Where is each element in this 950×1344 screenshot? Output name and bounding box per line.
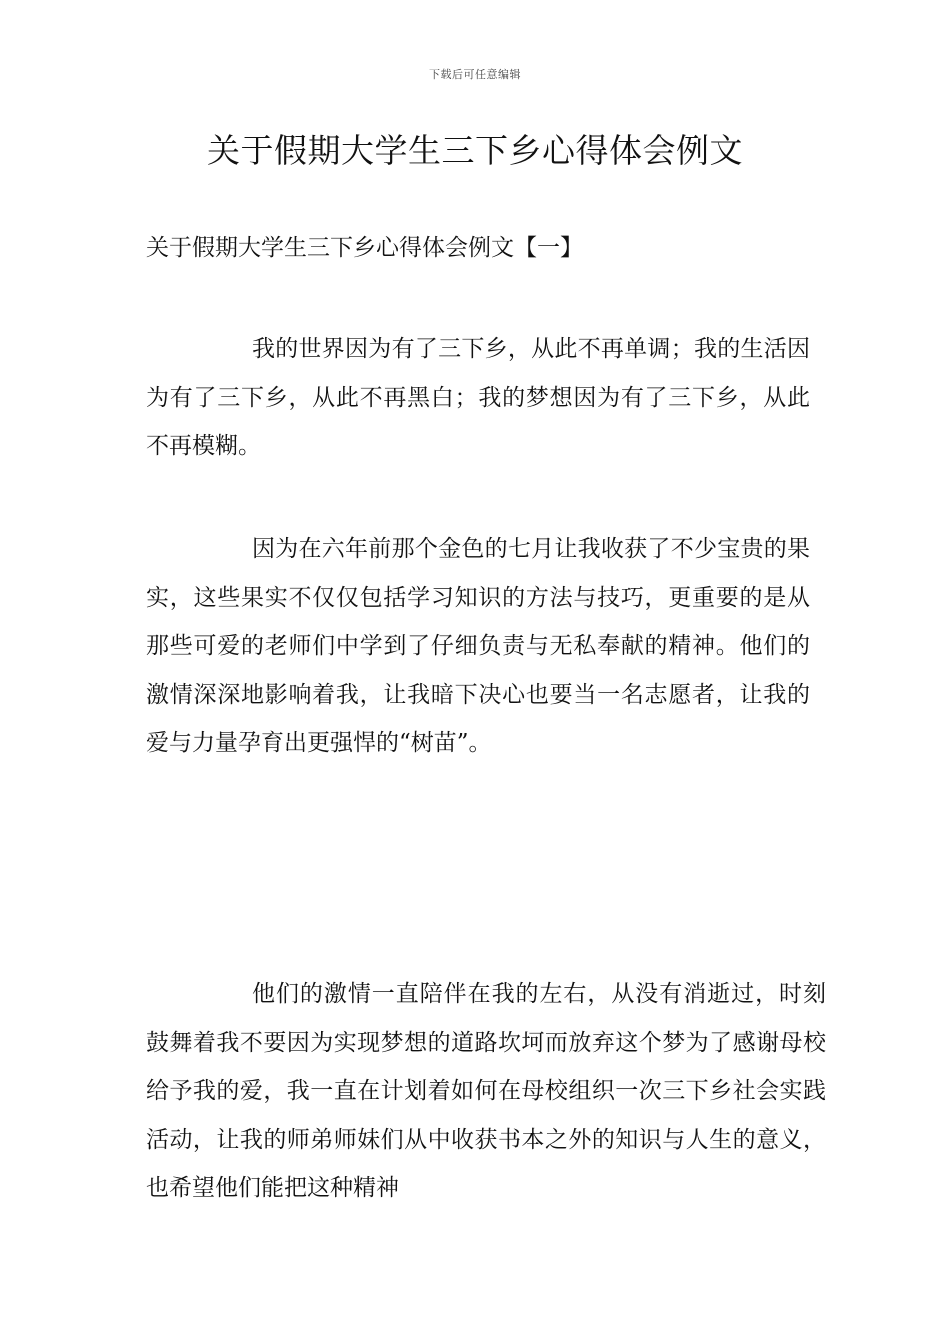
paragraph-2: 因为在六年前那个金色的七月让我收获了不少宝贵的果实，这些果实不仅仅包括学习知识的方法与技巧，更重要的是从那些可爱的老师们中学到了仔细负责与无私奉献的精神。他们的激情深深地影响着我，让我暗下决心也要当一名志愿者，让我的爱与力量孕育出更强悍的“树苗”。 — [146, 536, 810, 756]
header-note: 下载后可任意编辑 — [429, 68, 521, 81]
document-title: 关于假期大学生三下乡心得体会例文 — [207, 131, 743, 170]
paragraph-3: 他们的激情一直陪伴在我的左右，从没有消逝过，时刻鼓舞着我不要因为实现梦想的道路坎坷而放弃这个梦为了感谢母校给予我的爱，我一直在计划着如何在母校组织一次三下乡社会实践活动，让我的师弟师妹们从中收获书本之外的知识与人生的意义，也希望他们能把这种精神 — [146, 981, 826, 1201]
section-heading: 关于假期大学生三下乡心得体会例文【一】 — [146, 235, 583, 261]
paragraph-1: 我的世界因为有了三下乡，从此不再单调；我的生活因为有了三下乡，从此不再黑白；我的梦想因为有了三下乡，从此不再模糊。 — [146, 336, 810, 459]
